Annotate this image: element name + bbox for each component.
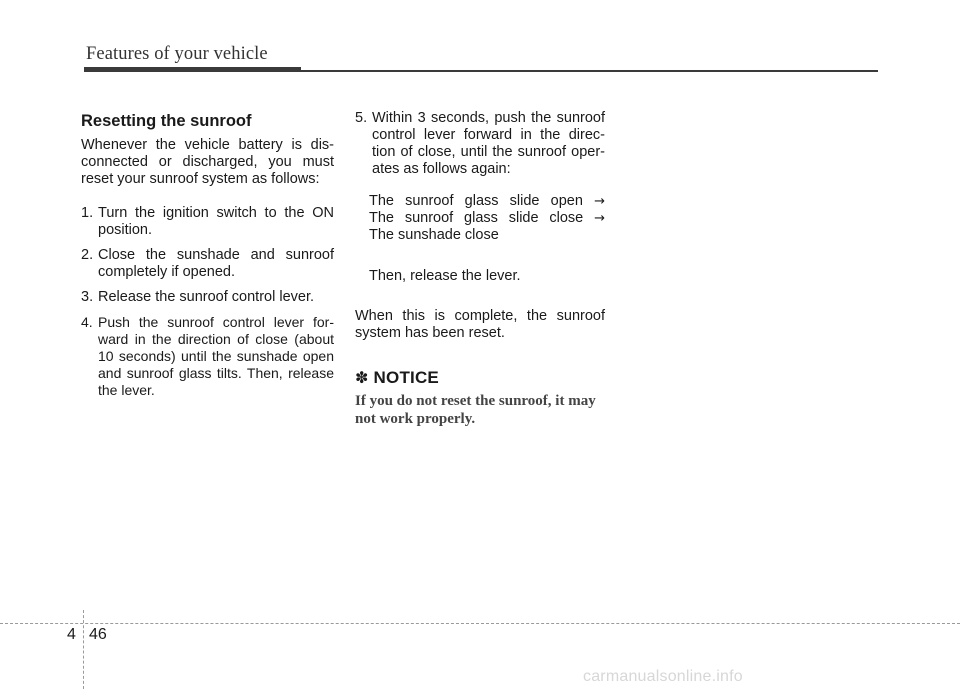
complete-paragraph: When this is complete, the sunroof system has been reset.: [355, 308, 605, 341]
footer-divider: [83, 610, 84, 689]
step-text: Release the sunroof control lever.: [98, 289, 315, 305]
step-4: [81, 314, 334, 399]
step-number: 2.: [81, 247, 94, 263]
watermark: carmanualsonline.info: [583, 668, 743, 685]
sequence-line-3: [369, 227, 605, 244]
step-text: Close the sunshade and sunroof completely if opened.: [98, 247, 334, 280]
step-1: [81, 205, 334, 239]
sequence-block: [355, 193, 605, 244]
notice-text: If you do not reset the sunroof, it may not work properly.: [355, 393, 596, 427]
footer-rule: [0, 623, 960, 624]
notice-heading: [355, 369, 605, 386]
right-column: [355, 110, 605, 428]
chapter-number: 4: [67, 626, 76, 643]
step-2: [81, 247, 334, 281]
step-number: 5.: [355, 110, 368, 126]
step-5: [355, 110, 605, 178]
step-text: Within 3 seconds, push the sunroof control lever forward in the direc-tion of close, until the sunroof oper-ates as follows again:: [372, 110, 605, 177]
sequence-text: The sunroof glass slide close: [369, 210, 584, 226]
notice-star-icon: ✽: [355, 368, 369, 387]
step-text: Turn the ignition switch to the ON position.: [98, 205, 334, 238]
section-heading: Resetting the sunroof: [81, 112, 252, 130]
sequence-line-2: [369, 210, 605, 227]
release-paragraph: Then, release the lever.: [369, 268, 521, 284]
right-arrow-icon: →: [594, 211, 605, 226]
step-number: 3.: [81, 289, 94, 305]
sequence-text: The sunshade close: [369, 227, 499, 243]
page-number: 46: [89, 626, 107, 643]
header-rule-thin: [84, 70, 878, 72]
notice-heading-text: NOTICE: [373, 368, 439, 387]
step-number: 1.: [81, 205, 94, 221]
right-arrow-icon: →: [594, 194, 605, 209]
step-number: 4.: [81, 314, 93, 330]
sequence-line-1: [369, 193, 605, 210]
intro-paragraph: Whenever the vehicle battery is dis-connected or discharged, you must reset your sunroof system as follows:: [81, 137, 334, 187]
sequence-text: The sunroof glass slide open: [369, 193, 583, 209]
step-3: [81, 289, 334, 306]
steps-list: [81, 205, 334, 399]
step-text: Push the sunroof control lever for-ward in the direction of close (about 10 seconds) until the sunshade open and sunroof glass tilts. Then, release the lever.: [98, 314, 334, 398]
header-title: Features of your vehicle: [86, 44, 268, 64]
left-column: [81, 113, 334, 399]
